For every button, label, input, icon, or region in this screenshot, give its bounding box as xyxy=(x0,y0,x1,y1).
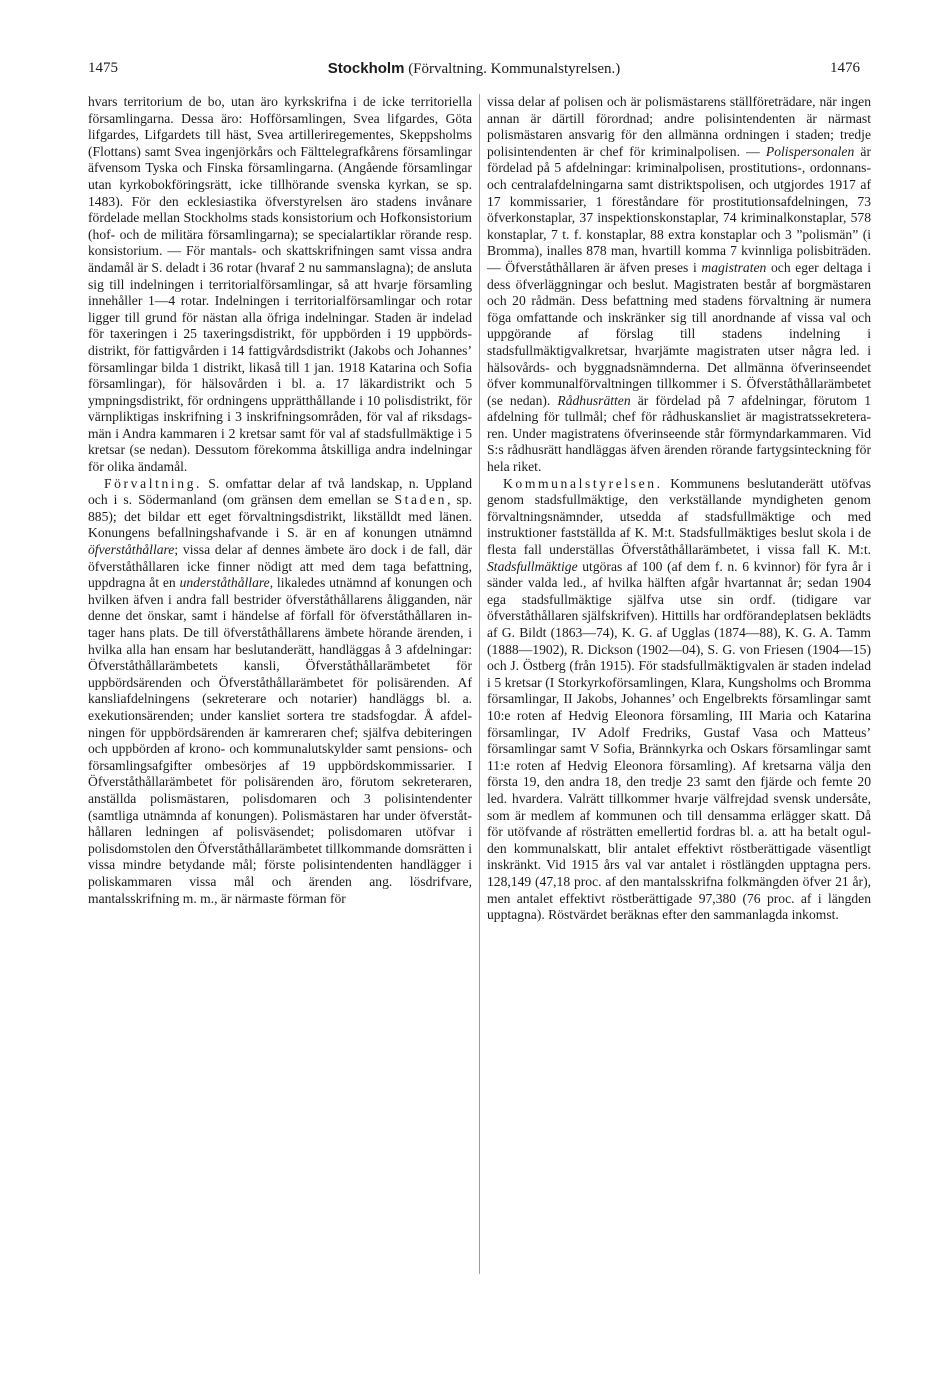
paragraph-kommunalstyrelsen xyxy=(487,476,871,924)
page-number-left: 1475 xyxy=(88,60,118,76)
page-number-right: 1476 xyxy=(830,60,860,76)
text-run: , likaledes utnämnd af konungen och hvilken äfven i andra fall bestrider öfverståthållarens åligganden, när denne det önskar, samt i händelse af förfall för öfverståthållaren intager hans plats. De till öfverståthållarens ämbete hörande ärenden, i hvilka alla han ensam har beslutanderätt, handläggas å 3 afdelningar: Öfverståthållarämbetets kansli, Öfverståthållarämbetet för uppbördsärenden och Öfverståthållarämbetet för polisärenden. Af kansliafdelningens (sekreterare och notarier) handläggs bl. a. exekutionsärenden; under kansliet sortera tre stadsfogdar. Å afdelningen för uppbördsärenden är kamreraren chef; själfva debiteringen och uppbörden af krono- och kommunalutskylder samt pensions- och församlingsafgifter ombesörjes af 19 uppbördskommissarier. I Öfverståthållarämbetet för polisärenden äro, förutom sekreteraren, anställda polismästaren, polisdomaren och 3 polisintendenter (samtliga utnämnda af konungen). Polismästaren har under öfverståthållaren ledningen af polisväsendet; polisdomaren utöfvar i polisdomstolen den Öfverståthållarämbetet tillkommande domsrätten i vissa mindre betydande mål; förste polisintendenten handlägger i poliskammaren vissa mål och ärenden ang. lösdrifvare, mantalsskrifning m. m., är närmaste förman för xyxy=(88,575,473,906)
paragraph-forvaltning xyxy=(88,476,472,907)
term-magistraten: magistraten xyxy=(701,259,767,275)
term-polispersonalen: Polispersonalen xyxy=(765,143,855,159)
term-stadsfullmaktige: Stadsfullmäktige xyxy=(487,558,578,574)
text-run: vissa delar af polisen och är polismästarens ställföreträdare, när ingen annan är därtill förordnad; andre polisintendenten är närmast polismästaren ansvarig för den allmänna ordningen i staden; tredje polisintendenten är chef för kriminalpolisen. — xyxy=(487,94,871,159)
text-run: ; vissa delar af dennes ämbete äro dock i de fall, där öfverståthållaren icke finner nödigt att med dem taga befattning, uppdragna åt en xyxy=(88,542,472,591)
column-divider xyxy=(479,94,480,1274)
cross-reference-staden: Staden xyxy=(394,492,448,508)
text-run: , sp. 885); det bildar ett eget förvaltningsdistrikt, likställdt med länen. Konungens befallningshafvande i S. är en af konungen utnämnd xyxy=(88,492,472,541)
term-radhusratten: Rådhusrätten xyxy=(557,392,631,408)
text-run: är fördelad på 5 afdelningar: kriminalpolisen, prostitutions-, ordonnans- och centralafdelningarna samt distriktspolisen, och utgjordes 1917 af 17 kommissarier, 1 föreståndare för prostitutionsafdelningen, 73 öfverkonstaplar, 37 inspektionskonstaplar, 74 kriminalkonstaplar, 578 konstaplar, 7 t. f. konstaplar, 88 extra konstaplar och 3 ”polismän” (i Bromma), inalles 878 man, hvartill komma 7 kvinnliga polisbiträden. — Öfverståthållaren är äfven preses i xyxy=(487,143,871,275)
paragraph-police xyxy=(487,94,871,476)
section-heading-kommunalstyrelsen: Kommunalstyrelsen. xyxy=(503,475,663,491)
paragraph-territorial-parishes: hvars territorium de bo, utan äro kyrkskrifna i de icke territoriella församlingarna. Dessa äro: Hofförsamlingen, Svea lifgardes, Göta lifgardes, Lifgardets till häst, Svea artilleriregementes, Skeppsholms (Flottans) samt Svea ingenjörkårs och Fälttelegrafkårens församlingar äfvensom Tyska och Finska församlingarna. (Angående församlingar utan kyrkobokföringsrätt, icke tillhörande svenska kyrkan, se sp. 1483). För den ecklesiastika öfverstyrelsen äro stadens invånare fördelade mellan Stockholms stads konsistorium och Hofkonsistorium (hof- och de militära församlingarna); se specialartiklar rörande resp. konsistorium. — För mantals- och skattskrifningen samt vissa andra ändamål är S. deladt i 36 rotar (hvaraf 2 nu sammanslagna); de ansluta sig till indelningen i territorialförsamlingar, så att hvarje församling innehåller 1—4 rotar. Indelningen i territorialförsamlingar och rotar ligger till grund för nästan alla öfriga indelningar. Staden är indelad för taxeringen i 25 taxeringsdistrikt, för uppbörden i 19 uppbördsdistrikt, för fattigvården i 14 fattigvårdsdistrikt (Jakobs och Johannes’ församlingar bilda 1 distrikt, likaså till 1 jan. 1918 Katarina och Sofia församlingar), för hälsovården i bl. a. 17 läkardistrikt och 5 ympningsdistrikt, för ordningens upprätthållande i 10 polisdistrikt, för värnpliktigas inskrifning i 3 inskrifningsområden, för val af riksdagsmän i Andra kammaren i 2 kretsar samt för val af stadsfullmäktige i 5 kretsar (se nedan). Dessutom förekomma åtskilliga andra indelningar för olika ändamål. xyxy=(88,94,472,475)
text-run: är fördelad på 7 afdelningar, förutom 1 afdelning för tullmål; chef för rådhuskansliet är magistratssekreteraren. Under magistratens öfverinseende står förmyndarkammaren. Vid S:s rådhusrätt handläggas äfven ärenden rörande fartygsinteckning för hela riket. xyxy=(487,392,872,475)
page-header xyxy=(88,60,860,82)
term-understathallare: underståthållare xyxy=(179,575,270,591)
text-run: och eger deltaga i dess öfverläggningar och beslut. Magistraten består af borgmästaren och 20 rådmän. Dess befattning med stadens förvaltning är numera föga omfattande och inskränker sig till anordnande af vissa val och uppgörande af förslag till stadens indelning i stadsfullmäktigvalkretsar, hvarjämte magistraten utser några led. i hälsovårds- och byggnadsnämnderna. Det allmänna öfverinseendet öfver kommunalförvaltningen tillkommer i S. Öfverståthållarämbetet (se nedan). xyxy=(487,259,871,408)
section-heading-forvaltning: Förvaltning. xyxy=(104,475,203,491)
text-run: Kommunens beslutanderätt utöfvas genom stadsfullmäktige, den verkställande myndigheten genom förvaltningsnämnder, utsedda af stadsfullmäktige och med instruktioner fastställda af K. M:t. Stadsfullmäktiges beslut skola i de flesta fall underställas Öfverståthållarämbetet, i vissa fall K. M:t. xyxy=(487,475,871,558)
right-column xyxy=(487,94,871,924)
running-title xyxy=(88,60,860,78)
running-title-headword: Stockholm xyxy=(327,60,405,77)
text-run: utgöras af 100 (af dem f. n. 6 kvinnor) för fyra år i sänder valda led., af hvilka hälften afgår hvartannat år; sedan 1904 ega stadsfullmäktige själfva utse sin ordf. (tidigare var öfverståthållaren själfskrifven). Hittills har ordförandeplatsen beklädts af G. Bildt (1863—74), K. G. af Ugglas (1874—88), K. G. A. Tamm (1888—1902), R. Dickson (1902—04), S. G. von Friesen (1904—15) och J. Östberg (från 1915). För stadsfullmäktigvalen är staden indelad i 5 kretsar (I Storkyrkoförsamlingen, Klara, Kungsholms och Bromma församlingar, II Jakobs, Johannes’ och Engelbrekts församlingar samt 10:e roten af Hedvig Eleonora församling, III Maria och Katarina församlingar, IV Adolf Fredriks, Gustaf Vasa och Matteus’ församlingar samt V Sofia, Brännkyrka och Oskars församlingar samt 11:e roten af Hedvig Eleonora församling). Af kretsarna välja den första 19, den andra 18, den tredje 23 samt den fjärde och femte 20 led. hvardera. Valrätt tillkommer hvarje välfrejdad svensk undersåte, som är medlem af kommunen och till densamma erlägger skatt. Då för utöfvande af rösträtten emellertid fordras bl. a. att ha betalt ogulden kommunalskatt, blir antalet effektivt röstberättigade väsentligt inskränkt. Vid 1915 års val var antalet i röstlängden upptagna pers. 128,149 (47,18 proc. af den mantalsskrifna folkmängden öfver 21 år), men antalet effektivt röstberättigade 97,380 (76 proc. af i längden upptagna). Röstvärdet beräknas efter den sammanlagda inkomst. xyxy=(487,558,871,923)
left-column xyxy=(88,94,472,907)
term-ofverstathallare: öfverståthållare xyxy=(88,542,175,558)
text-run: S. omfattar delar af två landskap, n. Uppland och i s. Södermanland (om gränsen dem emellan se xyxy=(88,475,472,508)
running-title-subject: (Förvaltning. Kommunalstyrelsen.) xyxy=(404,61,621,77)
